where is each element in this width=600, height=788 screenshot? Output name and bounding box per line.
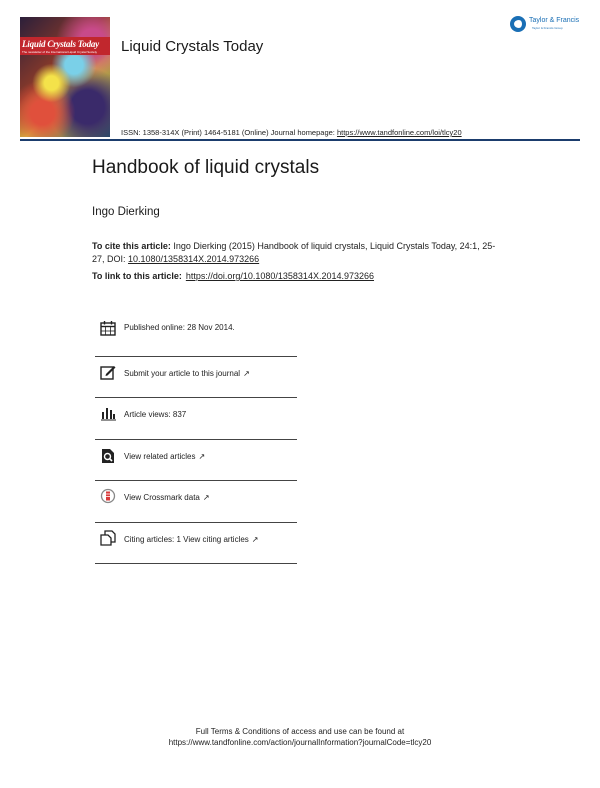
search-document-icon [100,448,116,464]
article-info-list [95,315,297,564]
article-link-block [92,271,512,281]
info-item-citing[interactable] [95,523,297,565]
header-divider [20,139,580,141]
cover-subtitle: The newsletter of the International Liquid Crystal Society [22,50,98,54]
logo-icon [510,16,526,32]
article-views-text: Article views: 837 [124,410,187,419]
citing-articles-link[interactable] [124,535,259,544]
cite-label: To cite this article: [92,241,171,251]
link-label: To link to this article: [92,271,182,281]
bar-chart-icon [100,405,116,421]
cite-text: Ingo Dierking (2015) Handbook of liquid crystals, Liquid Crystals Today, 24:1, 25-27, DOI: [92,241,496,264]
published-online-text: Published online: 28 Nov 2014. [124,323,235,332]
submit-article-link[interactable] [124,369,250,378]
journal-title: Liquid Crystals Today [121,38,264,55]
taylor-francis-logo [510,14,582,36]
article-doi-link[interactable]: https://doi.org/10.1080/1358314X.2014.973266 [185,271,375,281]
footer-terms-text: Full Terms & Conditions of access and use can be found at [195,727,405,736]
info-item-views [95,398,297,440]
journal-cover-image [20,17,110,137]
publisher-tagline: Taylor & Francis Group [532,26,563,30]
crossmark-icon [100,488,116,504]
external-link-icon: ↗ [243,368,250,378]
related-articles-label: View related articles [124,451,196,461]
cite-doi-link[interactable]: 10.1080/1358314X.2014.973266 [128,254,260,264]
citing-articles-label: Citing articles: 1 View citing articles [124,534,249,544]
related-articles-link[interactable] [124,452,205,461]
issn-text: ISSN: 1358-314X (Print) 1464-5181 (Online) Journal homepage: [121,128,337,137]
external-link-icon: ↗ [251,534,259,544]
article-title: Handbook of liquid crystals [92,157,320,178]
citation-block [92,240,502,266]
submit-article-label: Submit your article to this journal [124,368,241,378]
article-author: Ingo Dierking [92,206,160,218]
external-link-icon: ↗ [202,493,210,502]
external-link-icon: ↗ [198,451,206,461]
info-item-related[interactable] [95,440,297,482]
footer [0,726,600,748]
footer-journal-info-link[interactable]: https://www.tandfonline.com/action/journalInformation?journalCode=tlcy20 [168,738,432,747]
issn-line [121,128,462,137]
publisher-name: Taylor & Francis [529,17,580,24]
crossmark-label: View Crossmark data [124,493,200,502]
info-item-crossmark[interactable] [95,481,297,523]
cover-title: Liquid Crystals Today [22,39,99,49]
crossmark-link[interactable] [124,493,210,502]
info-item-submit[interactable] [95,357,297,399]
journal-homepage-link[interactable]: https://www.tandfonline.com/loi/tlcy20 [336,128,462,137]
info-item-published [95,315,297,357]
edit-icon [100,364,116,380]
calendar-icon [100,320,116,336]
citing-icon [100,530,116,546]
